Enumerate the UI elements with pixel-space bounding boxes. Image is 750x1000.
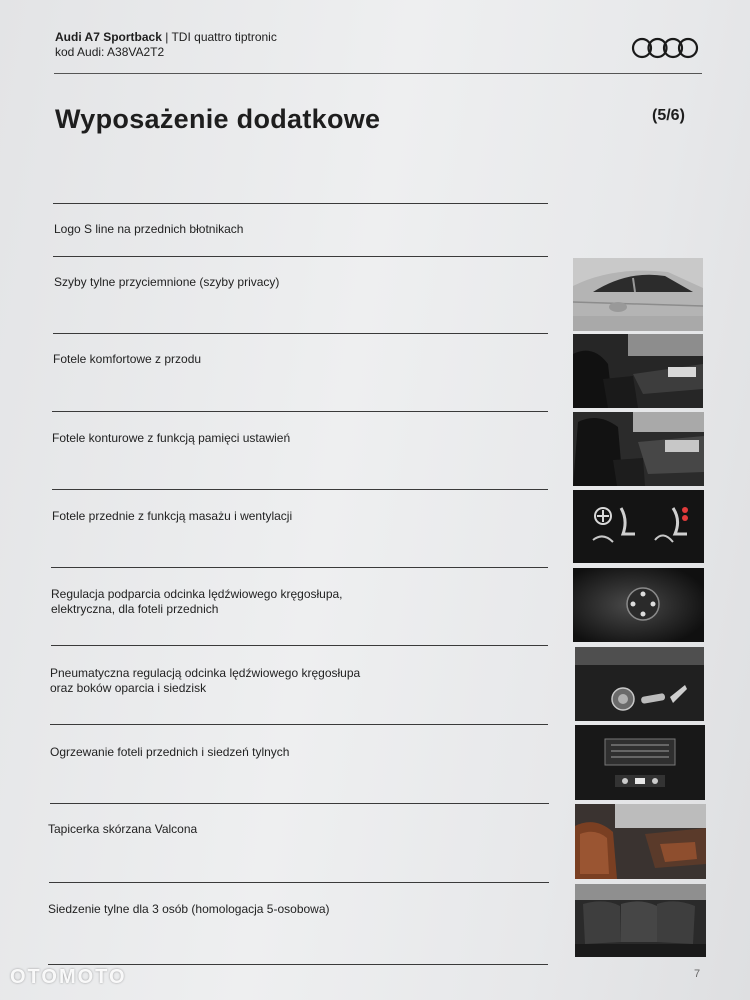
equipment-item-label: Tapicerka skórzana Valcona	[48, 822, 198, 836]
item-divider	[53, 256, 548, 257]
equipment-item-label: Fotele przednie z funkcją masażu i wentylacji	[52, 509, 293, 523]
seat-heating-vents-photo	[575, 725, 705, 800]
equipment-item-label: Fotele komfortowe z przodu	[53, 352, 202, 366]
equipment-item-label: Regulacja podparcia odcinka lędźwiowego kręgosłupa, elektryczna, dla foteli przednich	[51, 587, 343, 616]
equipment-item-label: Pneumatyczna regulacją odcinka lędźwiowego kręgosłupa oraz boków oparcia i siedzisk	[50, 666, 361, 695]
front-comfort-seats-photo	[573, 334, 703, 408]
item-divider	[52, 489, 548, 490]
item-divider	[53, 203, 548, 204]
equipment-item-label: Ogrzewanie foteli przednich i siedzeń tylnych	[50, 745, 290, 759]
seat-massage-ventilation-controls-photo	[573, 490, 704, 563]
page-indicator: (5/6)	[652, 107, 685, 124]
item-divider	[51, 567, 548, 568]
pneumatic-seat-controls-photo	[575, 647, 704, 721]
equipment-item-label: Szyby tylne przyciemnione (szyby privacy)	[54, 275, 280, 289]
equipment-item-label: Siedzenie tylne dla 3 osób (homologacja 5-osobowa)	[48, 902, 330, 916]
audi-rings-logo-icon	[631, 36, 699, 60]
model-name: Audi A7 Sportback	[55, 30, 162, 44]
audi-code: kod Audi: A38VA2T2	[55, 45, 165, 59]
item-divider	[52, 411, 548, 412]
header-divider	[54, 73, 702, 74]
item-divider	[51, 645, 548, 646]
item-divider	[48, 964, 548, 965]
rear-bench-seat-photo	[575, 884, 706, 957]
equipment-item-label: Logo S line na przednich błotnikach	[54, 222, 244, 236]
page-number: 7	[694, 968, 701, 980]
contour-memory-seats-photo	[573, 412, 704, 486]
item-divider	[49, 882, 549, 883]
rear-tinted-window-photo	[573, 258, 703, 331]
lumbar-support-switch-photo	[573, 568, 704, 642]
model-line	[55, 30, 277, 44]
item-divider	[50, 803, 549, 804]
otomoto-watermark: OTOMOTO	[10, 966, 127, 988]
model-variant: | TDI quattro tiptronic	[161, 30, 277, 44]
item-divider	[53, 333, 548, 334]
page-title: Wyposażenie dodatkowe	[55, 104, 381, 134]
equipment-item-label: Fotele konturowe z funkcją pamięci ustawień	[52, 431, 291, 445]
valcona-leather-interior-photo	[575, 804, 706, 879]
item-divider	[50, 724, 548, 725]
